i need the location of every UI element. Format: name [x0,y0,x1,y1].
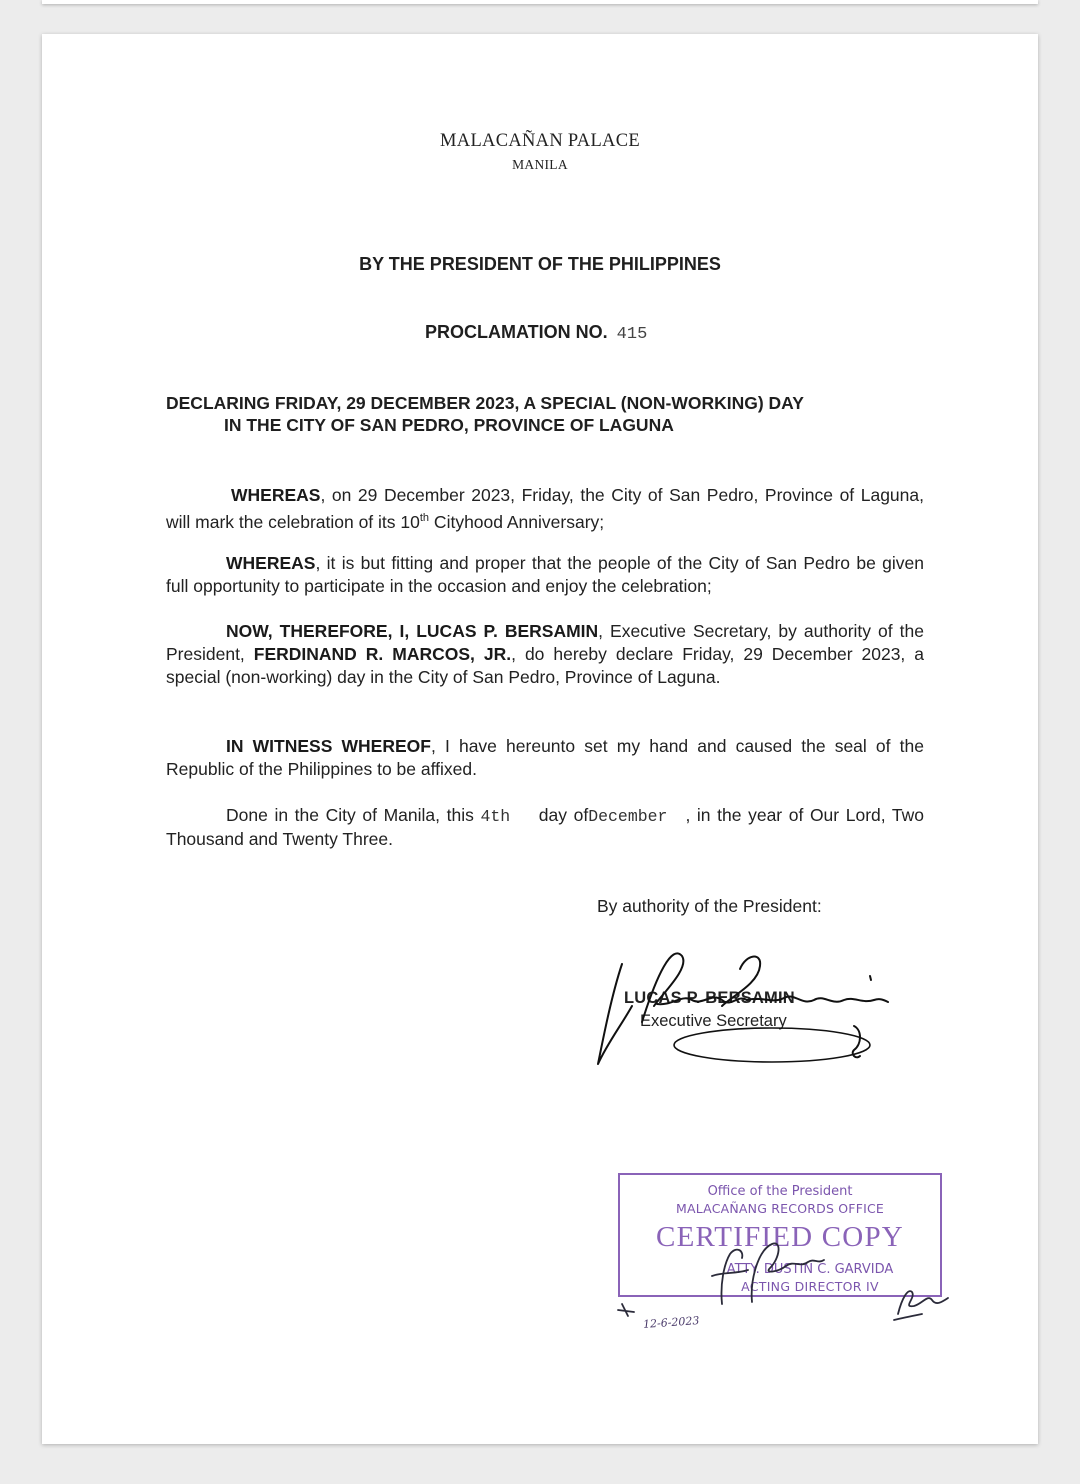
stamp-handwritten-date: 12-6-2023 [642,1314,700,1331]
done-in-day: 4th [480,807,511,826]
done-in-text-c: , in the year of Our Lord, Two Thousand and Twenty Three. [166,805,925,849]
president-name: FERDINAND R. MARCOS, JR. [253,644,512,664]
handwritten-signature [562,914,892,1074]
paragraph-in-witness [166,735,924,781]
stamp-officer-title: ACTING DIRECTOR IV [741,1279,879,1294]
now-therefore-text-b: , do hereby declare Friday, 29 December 2023, a special (non-working) day in the City of San Pedro, Province of Laguna. [166,644,925,687]
whereas-1-text-b: Cityhood Anniversary; [429,511,605,532]
paragraph-done-in [166,804,924,851]
previous-page-edge [42,0,1038,4]
whereas-1-sup: th [419,512,430,524]
whereas-1-text-a: , on 29 December 2023, Friday, the City of San Pedro, Province of Laguna, will mark the celebration of its 10 [166,485,924,532]
issuer-line: BY THE PRESIDENT OF THE PHILIPPINES [359,254,721,274]
title-line-1: DECLARING FRIDAY, 29 DECEMBER 2023, A SPECIAL (NON-WORKING) DAY [166,393,804,413]
whereas-2-lead: WHEREAS [226,553,316,573]
stamp-heading: CERTIFIED COPY [656,1221,904,1253]
signer-name: LUCAS P. BERSAMIN [624,989,795,1007]
proclamation-number: 415 [616,325,648,344]
by-authority-line: By authority of the President: [597,896,822,916]
document-page [42,34,1038,1444]
now-therefore-text-a: , Executive Secretary, by authority of the President, [166,621,924,664]
in-witness-lead: IN WITNESS WHEREOF [226,736,431,756]
paragraph-whereas-2 [166,552,924,598]
proclamation-label: PROCLAMATION NO. [425,322,608,342]
whereas-2-text: , it is but fitting and proper that the people of the City of San Pedro be given full opportunity to participate in the occasion and enjoy the celebration; [166,553,924,596]
paragraph-whereas-1 [166,484,924,534]
stamp-office: Office of the President [707,1184,853,1199]
whereas-1-lead: WHEREAS [231,485,321,505]
signer-title: Executive Secretary [640,1012,787,1030]
letterhead-city: MANILA [512,157,568,172]
done-in-text-a: Done in the City of Manila, this [226,805,481,825]
stamp-records-office: MALACAÑANG RECORDS OFFICE [675,1201,884,1216]
paragraph-now-therefore [166,620,924,689]
done-in-month: December [588,807,668,826]
stamp-officer: ATTY. DUSTIN C. GARVIDA [726,1262,894,1277]
in-witness-text: , I have hereunto set my hand and caused the seal of the Republic of the Philippines to be affixed. [166,736,925,779]
proclamation-title [166,392,926,436]
proclamation-number-line [425,322,647,344]
stamp-initials-signature [602,1184,952,1324]
letterhead-office: MALACAÑAN PALACE [440,131,640,151]
now-therefore-lead: NOW, THEREFORE, I, LUCAS P. BERSAMIN [226,621,599,641]
done-in-text-b: day of [532,805,589,825]
title-line-2: IN THE CITY OF SAN PEDRO, PROVINCE OF LAGUNA [224,415,674,435]
